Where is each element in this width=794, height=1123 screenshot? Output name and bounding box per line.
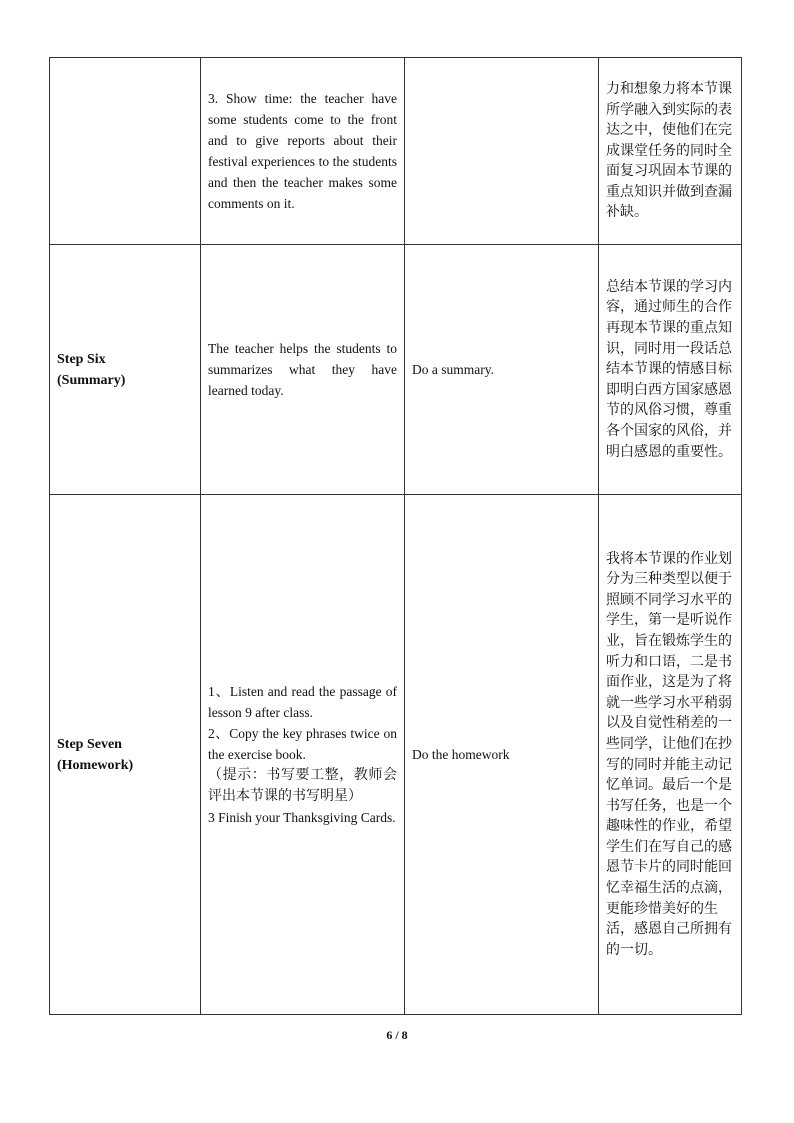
purpose-cell bbox=[599, 58, 742, 245]
purpose-cell bbox=[599, 245, 742, 495]
teacher-activity-text: The teacher helps the students to summarizes what they have learned today. bbox=[208, 341, 397, 398]
student-activity-text: Do the homework bbox=[412, 747, 510, 762]
student-activity-cell bbox=[405, 58, 599, 245]
purpose-text: 我将本节课的作业划分为三种类型以便于照顾不同学习水平的学生，第一是听说作业，旨在锻炼学生的听力和口语，二是书面作业，这是为了将就一些学习水平稍弱以及自觉性稍差的一些同学，让他们在抄写的同时并能主动记忆单词。最后一个是书写任务，也是一个趣味性的作业，希望学生们在写自己的感恩节卡片的同时能回忆幸福生活的点滴，更能珍惜美好的生活，感恩自己所拥有的一切。 bbox=[606, 550, 732, 958]
homework-item-2: 2、Copy the key phrases twice on the exercise book. bbox=[208, 726, 397, 762]
homework-item-1: 1、Listen and read the passage of lesson 9 after class. bbox=[208, 684, 397, 720]
purpose-text: 力和想象力将本节课所学融入到实际的表达之中，使他们在完成课堂任务的同时全面复习巩固本节课的重点知识并做到查漏补缺。 bbox=[606, 80, 732, 221]
homework-hint: （提示：书写要工整，教师会评出本节课的书写明星） bbox=[208, 767, 397, 804]
teacher-activity-cell bbox=[201, 245, 405, 495]
page-number: 6 / 8 bbox=[386, 1028, 408, 1042]
table-row bbox=[50, 58, 742, 245]
purpose-cell bbox=[599, 495, 742, 1015]
step-cell bbox=[50, 245, 201, 495]
table-row bbox=[50, 495, 742, 1015]
purpose-text: 总结本节课的学习内容，通过师生的合作再现本节课的重点知识，同时用一段话总结本节课的情感目标即明白西方国家感恩节的风俗习惯，尊重各个国家的风俗，并明白感恩的重要性。 bbox=[606, 278, 732, 460]
teacher-activity-text: 3. Show time: the teacher have some students come to the front and to give reports about their festival experiences to the students and then the teacher makes some comments on it. bbox=[208, 91, 397, 211]
step-title: Step Seven bbox=[57, 736, 122, 752]
step-cell bbox=[50, 495, 201, 1015]
step-cell bbox=[50, 58, 201, 245]
student-activity-text: Do a summary. bbox=[412, 362, 494, 377]
step-title: Step Six bbox=[57, 351, 106, 367]
student-activity-cell bbox=[405, 495, 599, 1015]
teacher-activity-cell bbox=[201, 495, 405, 1015]
lesson-plan-table bbox=[49, 57, 742, 1015]
student-activity-cell bbox=[405, 245, 599, 495]
table-row bbox=[50, 245, 742, 495]
homework-item-3: 3 Finish your Thanksgiving Cards. bbox=[208, 810, 396, 825]
teacher-activity-cell bbox=[201, 58, 405, 245]
step-subtitle: (Homework) bbox=[57, 757, 134, 773]
step-subtitle: (Summary) bbox=[57, 372, 126, 388]
